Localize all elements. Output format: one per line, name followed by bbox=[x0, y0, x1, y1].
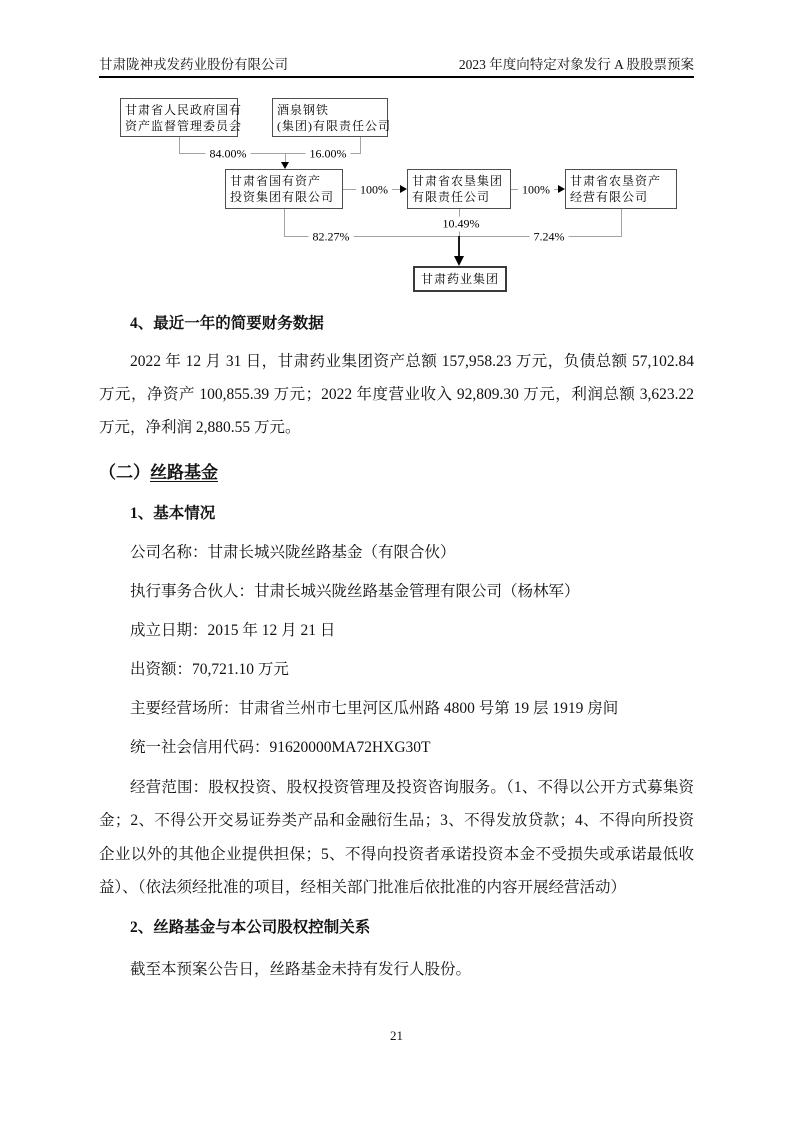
paragraph-business-scope: 经营范围：股权投资、股权投资管理及投资咨询服务。（1、不得以公开方式募集资金；2、不得公开交易证券类产品和金融衍生品；3、不得发放贷款；4、不得向所投资企业以外的其他企业提供担保；5、不得向投资者承诺投资本金不受损失或承诺最低收益）、（依法须经批准的项目，经相关部门批准后依批准的内容开展经营活动） bbox=[99, 779, 694, 897]
org-box-text: 酒泉钢铁 bbox=[277, 103, 330, 117]
heading-title-underlined: 丝路基金 bbox=[150, 463, 218, 482]
org-box-text: 甘肃省农垦集团 bbox=[412, 174, 504, 188]
info-item-address: 主要经营场所：甘肃省兰州市七里河区瓜州路 4800 号第 19 层 1919 房间 bbox=[130, 700, 619, 717]
ownership-pct-label: 100% bbox=[356, 183, 392, 198]
ownership-pct-label: 84.00% bbox=[206, 147, 251, 162]
page-number: 21 bbox=[390, 1028, 403, 1043]
info-item-exec-partner: 执行事务合伙人：甘肃长城兴陇丝路基金管理有限公司（杨林军） bbox=[130, 583, 580, 600]
arrow-down-icon bbox=[281, 162, 289, 169]
org-box-text: 经营有限公司 bbox=[570, 190, 649, 204]
ownership-pct-label: 82.27% bbox=[309, 230, 354, 245]
org-box-text: 资产监督管理委员会 bbox=[125, 119, 243, 133]
connector-line bbox=[360, 137, 361, 154]
heading-prefix: （二） bbox=[99, 463, 150, 482]
info-item-founding-date: 成立日期：2015 年 12 月 21 日 bbox=[130, 622, 336, 639]
org-box-guotou bbox=[225, 169, 343, 209]
connector-line bbox=[458, 236, 460, 258]
header-document-title: 2023 年度向特定对象发行 A 股股票预案 bbox=[458, 57, 694, 72]
ownership-pct-label: 10.49% bbox=[439, 217, 484, 232]
paragraph-equity-control: 截至本预案公告日，丝路基金未持有发行人股份。 bbox=[130, 960, 472, 978]
info-item-company-name: 公司名称：甘肃长城兴陇丝路基金（有限合伙） bbox=[130, 544, 456, 561]
heading-silkroad-fund bbox=[99, 461, 694, 485]
connector-line bbox=[179, 137, 180, 154]
page-header bbox=[99, 56, 694, 78]
ownership-pct-label: 16.00% bbox=[306, 147, 351, 162]
org-box-jiuquan-steel bbox=[272, 98, 391, 137]
org-box-nongken-group bbox=[407, 169, 511, 209]
org-box-text: 甘肃省人民政府国有 bbox=[125, 103, 243, 117]
info-item-capital: 出资额：70,721.10 万元 bbox=[130, 661, 289, 678]
connector-line bbox=[284, 209, 285, 237]
org-box-text: 投资集团有限公司 bbox=[230, 190, 335, 204]
ownership-pct-label: 100% bbox=[518, 183, 554, 198]
paragraph-finance-data: 2022 年 12 月 31 日，甘肃药业集团资产总额 157,958.23 万元，负债总额 57,102.84 万元，净资产 100,855.39 万元；2022 年度营业收入 92,809.30 万元，利润总额 3,623.22 万元，净利润 2,880.55 万元。 bbox=[99, 353, 694, 436]
org-box-text: 有限责任公司 bbox=[412, 190, 491, 204]
heading-basic-info: 1、基本情况 bbox=[130, 505, 216, 522]
arrow-right-icon bbox=[400, 185, 407, 193]
header-company-name: 甘肃陇神戎发药业股份有限公司 bbox=[99, 57, 288, 72]
org-box-text: (集团)有限责任公司 bbox=[277, 119, 391, 133]
heading-equity-control: 2、丝路基金与本公司股权控制关系 bbox=[130, 918, 371, 936]
heading-finance-data: 4、最近一年的简要财务数据 bbox=[130, 315, 324, 332]
org-box-text: 甘肃药业集团 bbox=[421, 272, 500, 286]
arrow-down-icon bbox=[454, 256, 464, 266]
info-item-credit-code: 统一社会信用代码：91620000MA72HXG30T bbox=[130, 739, 431, 756]
org-box-pharma-group bbox=[413, 266, 507, 292]
org-box-text: 甘肃省国有资产 bbox=[230, 174, 322, 188]
ownership-pct-label: 7.24% bbox=[530, 230, 569, 245]
org-box-sasac bbox=[120, 98, 243, 137]
arrow-right-icon bbox=[558, 185, 565, 193]
org-box-text: 甘肃省农垦资产 bbox=[570, 174, 662, 188]
org-box-nongken-assets bbox=[565, 169, 677, 209]
equity-structure-chart bbox=[95, 98, 701, 293]
connector-line bbox=[621, 209, 622, 237]
